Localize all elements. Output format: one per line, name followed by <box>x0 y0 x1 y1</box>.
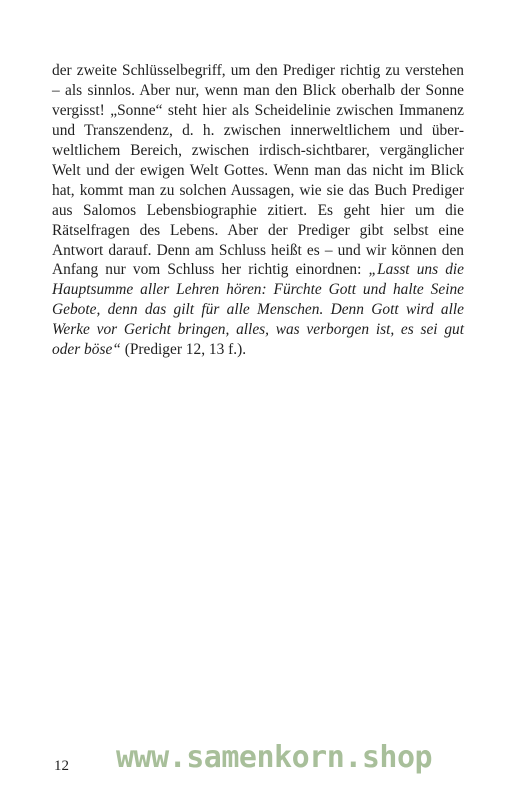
watermark-url: www.samenkorn.shop <box>116 740 433 775</box>
page-number: 12 <box>54 758 69 774</box>
bible-quote: „Lasst uns die Hauptsumme aller Lehren hören: Fürchte Gott und halte Seine Gebote, denn das gilt für alle Menschen. Denn Gott wird alle Werke vor Gericht bringen, alles, was verborgen ist, es sei gut oder böse“ <box>52 261 464 359</box>
body-paragraph <box>52 61 464 360</box>
bible-citation: (Prediger 12, 13 f.). <box>120 341 247 359</box>
body-text: der zweite Schlüsselbegriff, um den Prediger richtig zu verstehen – als sinnlos. Aber nur, wenn man den Blick oberhalb der Sonne vergisst! „Sonne“ steht hier als Scheidelinie zwischen Immanenz und Transzendenz, d. h. zwischen innerweltlichem und über-weltlichem Bereich, zwischen irdisch-sichtbarer, vergänglicher Welt und der ewigen Welt Gottes. Wenn man das nicht im Blick hat, kommt man zu solchen Aussagen, wie sie das Buch Prediger aus Salomos Lebensbiographie zitiert. Es geht hier um die Rätselfragen des Lebens. Aber der Prediger gibt selbst eine Antwort darauf. Denn am Schluss heißt es – und wir können den Anfang nur vom Schluss her richtig einordnen: <box>52 62 464 279</box>
